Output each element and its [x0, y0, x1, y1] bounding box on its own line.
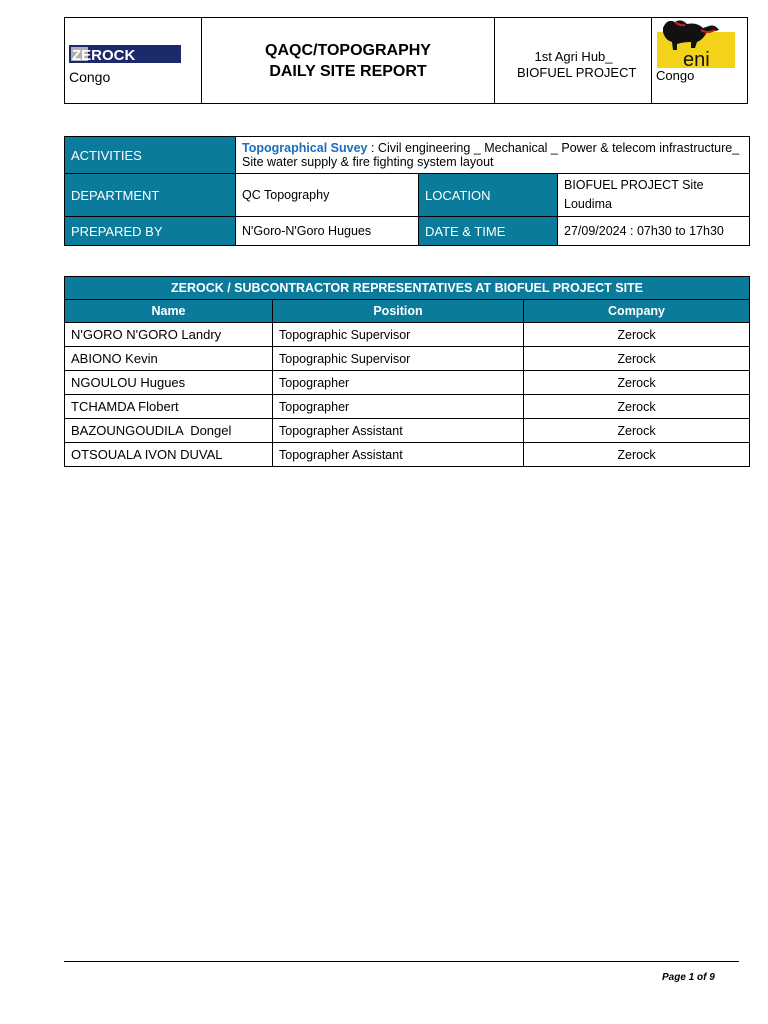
rep-company: Zerock	[524, 371, 750, 395]
table-row	[65, 395, 750, 419]
representatives-table	[64, 276, 750, 467]
rep-name: N'GORO N'GORO Landry	[65, 323, 273, 347]
column-header-position: Position	[273, 300, 524, 323]
table-row	[65, 347, 750, 371]
datetime-value: 27/09/2024 : 07h30 to 17h30	[558, 217, 750, 246]
client-cell	[652, 18, 749, 103]
company-cell	[65, 18, 202, 103]
rep-position: Topographic Supervisor	[273, 323, 524, 347]
zerock-logo-text: ZEROCK	[72, 47, 136, 63]
eni-logo	[657, 18, 735, 68]
footer-divider	[64, 961, 739, 962]
activities-label: ACTIVITIES	[65, 137, 236, 174]
representatives-header-row	[65, 300, 750, 323]
rep-company: Zerock	[524, 347, 750, 371]
rep-name: TCHAMDA Flobert	[65, 395, 273, 419]
rep-position: Topographer	[273, 395, 524, 419]
department-value: QC Topography	[236, 174, 419, 217]
column-header-name: Name	[65, 300, 273, 323]
column-header-company: Company	[524, 300, 750, 323]
table-row	[65, 323, 750, 347]
project-line2: BIOFUEL PROJECT	[517, 65, 637, 80]
activity-info-table	[64, 136, 750, 246]
rep-position: Topographer Assistant	[273, 419, 524, 443]
rep-position: Topographer Assistant	[273, 443, 524, 467]
zerock-logo	[69, 45, 181, 63]
location-label: LOCATION	[419, 174, 558, 217]
activities-text: : Civil engineering _ Mechanical _ Power & telecom infrastructure_ Site water supply & fire fighting system layout	[242, 141, 740, 169]
eni-logo-text: eni	[683, 49, 710, 68]
table-row	[65, 443, 750, 467]
department-row	[65, 174, 750, 217]
report-title-line1: QAQC/TOPOGRAPHY	[265, 41, 431, 59]
location-line2: Loudima	[564, 197, 612, 211]
prepared-value: N'Goro-N'Goro Hugues	[236, 217, 419, 246]
rep-position: Topographic Supervisor	[273, 347, 524, 371]
company-location: Congo	[69, 69, 111, 85]
title-cell	[202, 18, 495, 103]
rep-company: Zerock	[524, 395, 750, 419]
rep-position: Topographer	[273, 371, 524, 395]
location-line1: BIOFUEL PROJECT Site	[564, 178, 704, 192]
page-number: Page 1 of 9	[662, 972, 715, 983]
project-cell	[495, 18, 652, 103]
activities-value	[236, 137, 750, 174]
rep-name: ABIONO Kevin	[65, 347, 273, 371]
client-location: Congo	[656, 68, 695, 83]
activities-highlight: Topographical Suvey	[242, 141, 368, 155]
rep-company: Zerock	[524, 323, 750, 347]
datetime-label: DATE & TIME	[419, 217, 558, 246]
report-header	[64, 17, 748, 104]
prepared-label: PREPARED BY	[65, 217, 236, 246]
department-label: DEPARTMENT	[65, 174, 236, 217]
table-row	[65, 371, 750, 395]
table-row	[65, 419, 750, 443]
representatives-title-row	[65, 277, 750, 300]
rep-name: BAZOUNGOUDILA Dongel	[65, 419, 273, 443]
rep-company: Zerock	[524, 443, 750, 467]
report-title-line2: DAILY SITE REPORT	[269, 62, 427, 80]
prepared-row	[65, 217, 750, 246]
representatives-title: ZEROCK / SUBCONTRACTOR REPRESENTATIVES AT BIOFUEL PROJECT SITE	[65, 277, 750, 300]
location-value	[558, 174, 750, 217]
activities-row	[65, 137, 750, 174]
project-line1: 1st Agri Hub_	[534, 49, 613, 64]
rep-company: Zerock	[524, 419, 750, 443]
rep-name: NGOULOU Hugues	[65, 371, 273, 395]
rep-name: OTSOUALA IVON DUVAL	[65, 443, 273, 467]
